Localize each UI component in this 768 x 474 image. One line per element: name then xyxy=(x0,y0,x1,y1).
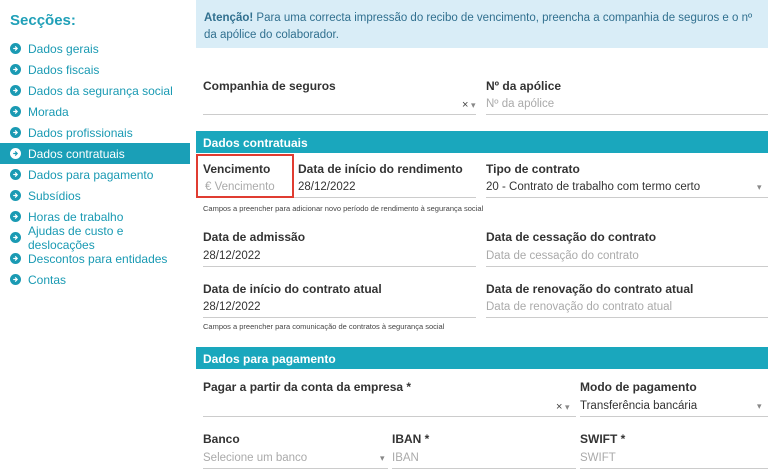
sidebar-item-label: Dados para pagamento xyxy=(28,167,154,182)
renewal-date-input[interactable]: Data de renovação do contrato atual xyxy=(486,301,673,313)
swift-input[interactable]: SWIFT xyxy=(580,452,616,464)
contract-type-select[interactable]: 20 - Contrato de trabalho com termo certo xyxy=(486,181,701,193)
admission-date-label: Data de admissão xyxy=(203,230,306,244)
sidebar-item-label: Dados da segurança social xyxy=(28,83,173,98)
swift-label: SWIFT * xyxy=(580,432,626,446)
insurance-company-controls[interactable] xyxy=(462,99,475,111)
sidebar-title: Secções: xyxy=(10,12,76,29)
termination-date-input[interactable]: Data de cessação do contrato xyxy=(486,250,639,262)
renewal-date-underline xyxy=(486,317,768,318)
payment-method-select[interactable]: Transferência bancária xyxy=(580,400,698,412)
sidebar-item-label: Horas de trabalho xyxy=(28,209,124,224)
sidebar-item-label: Subsídios xyxy=(28,188,81,203)
sidebar-item-label: Dados profissionais xyxy=(28,125,133,140)
arrow-right-circle-icon xyxy=(10,232,21,243)
payment-method-label: Modo de pagamento xyxy=(580,380,697,394)
policy-number-underline xyxy=(486,114,768,115)
main-content xyxy=(196,0,768,474)
alert-strong: Atenção! xyxy=(204,12,254,24)
salary-label: Vencimento xyxy=(203,162,271,176)
chevron-down-icon[interactable]: ▾ xyxy=(564,402,570,412)
termination-date-label: Data de cessação do contrato xyxy=(486,230,657,244)
arrow-right-circle-icon xyxy=(10,85,21,96)
sidebar-item[interactable] xyxy=(0,38,190,59)
renewal-date-label: Data de renovação do contrato atual xyxy=(486,282,694,296)
income-start-label: Data de início do rendimento xyxy=(298,162,463,176)
iban-underline xyxy=(392,468,576,469)
sections-sidebar xyxy=(0,0,192,474)
policy-number-label: Nº da apólice xyxy=(486,79,562,93)
current-contract-start-input[interactable]: 28/12/2022 xyxy=(203,301,261,313)
sidebar-item-label: Descontos para entidades xyxy=(28,251,168,266)
arrow-right-circle-icon xyxy=(10,211,21,222)
swift-underline xyxy=(580,468,768,469)
arrow-right-circle-icon xyxy=(10,64,21,75)
policy-number-input[interactable]: Nº da apólice xyxy=(486,98,555,110)
income-period-hint: Campos a preencher para adicionar novo período de rendimento à segurança social xyxy=(203,204,484,213)
contract-type-underline xyxy=(486,197,768,198)
bank-underline xyxy=(203,468,388,469)
sidebar-item[interactable] xyxy=(0,248,190,269)
sections-nav xyxy=(0,38,190,290)
current-contract-start-underline xyxy=(203,317,476,318)
sidebar-item[interactable] xyxy=(0,164,190,185)
termination-date-underline xyxy=(486,266,768,267)
sidebar-item[interactable] xyxy=(0,269,190,290)
pay-from-account-controls[interactable] xyxy=(556,401,569,413)
sidebar-item-label: Dados contratuais xyxy=(28,146,125,161)
arrow-right-circle-icon xyxy=(10,169,21,180)
bank-label: Banco xyxy=(203,432,240,446)
current-contract-start-label: Data de início do contrato atual xyxy=(203,282,382,296)
pay-from-account-label: Pagar a partir da conta da empresa * xyxy=(203,380,412,394)
sidebar-item-label: Dados fiscais xyxy=(28,62,100,77)
arrow-right-circle-icon xyxy=(10,274,21,285)
arrow-right-circle-icon xyxy=(10,253,21,264)
sidebar-item[interactable] xyxy=(0,122,190,143)
sidebar-item[interactable] xyxy=(0,101,190,122)
iban-input[interactable]: IBAN xyxy=(392,452,419,464)
chevron-down-icon[interactable]: ▾ xyxy=(380,453,385,463)
sidebar-item-label: Dados gerais xyxy=(28,41,99,56)
admission-date-input[interactable]: 28/12/2022 xyxy=(203,250,261,262)
arrow-right-circle-icon xyxy=(10,106,21,117)
admission-date-underline xyxy=(203,266,476,267)
sidebar-item[interactable] xyxy=(0,143,190,164)
insurance-alert xyxy=(196,0,768,48)
sidebar-item[interactable] xyxy=(0,59,190,80)
pay-from-account-select[interactable] xyxy=(203,416,576,417)
chevron-down-icon[interactable]: ▾ xyxy=(757,401,762,411)
clear-icon[interactable]: × xyxy=(462,99,469,111)
payment-method-underline xyxy=(580,416,768,417)
contracts-hint: Campos a preencher para comunicação de contratos à segurança social xyxy=(203,322,445,331)
income-start-input[interactable]: 28/12/2022 xyxy=(298,181,356,193)
sidebar-item[interactable] xyxy=(0,223,190,252)
chevron-down-icon[interactable]: ▾ xyxy=(470,100,476,110)
iban-label: IBAN * xyxy=(392,432,430,446)
chevron-down-icon[interactable]: ▾ xyxy=(757,182,762,192)
arrow-right-circle-icon xyxy=(10,148,21,159)
salary-input[interactable]: € Vencimento xyxy=(205,181,275,193)
sidebar-item-label: Morada xyxy=(28,104,69,119)
arrow-right-circle-icon xyxy=(10,190,21,201)
sidebar-item-label: Contas xyxy=(28,272,67,287)
arrow-right-circle-icon xyxy=(10,127,21,138)
sidebar-item[interactable] xyxy=(0,80,190,101)
clear-icon[interactable]: × xyxy=(556,401,563,413)
contract-type-label: Tipo de contrato xyxy=(486,162,580,176)
bank-select[interactable]: Selecione um banco xyxy=(203,452,308,464)
insurance-company-select[interactable] xyxy=(203,114,476,115)
arrow-right-circle-icon xyxy=(10,43,21,54)
sidebar-item-label: Ajudas de custo e deslocações xyxy=(28,223,124,252)
salary-highlight-box xyxy=(196,154,294,198)
insurance-company-label: Companhia de seguros xyxy=(203,79,336,93)
payment-section-header: Dados para pagamento xyxy=(196,347,768,369)
sidebar-item[interactable] xyxy=(0,185,190,206)
contract-section-header: Dados contratuais xyxy=(196,131,768,153)
alert-text: Para uma correcta impressão do recibo de vencimento, preencha a companhia de seguros e o nº da apólice do colaborador. xyxy=(204,12,753,41)
